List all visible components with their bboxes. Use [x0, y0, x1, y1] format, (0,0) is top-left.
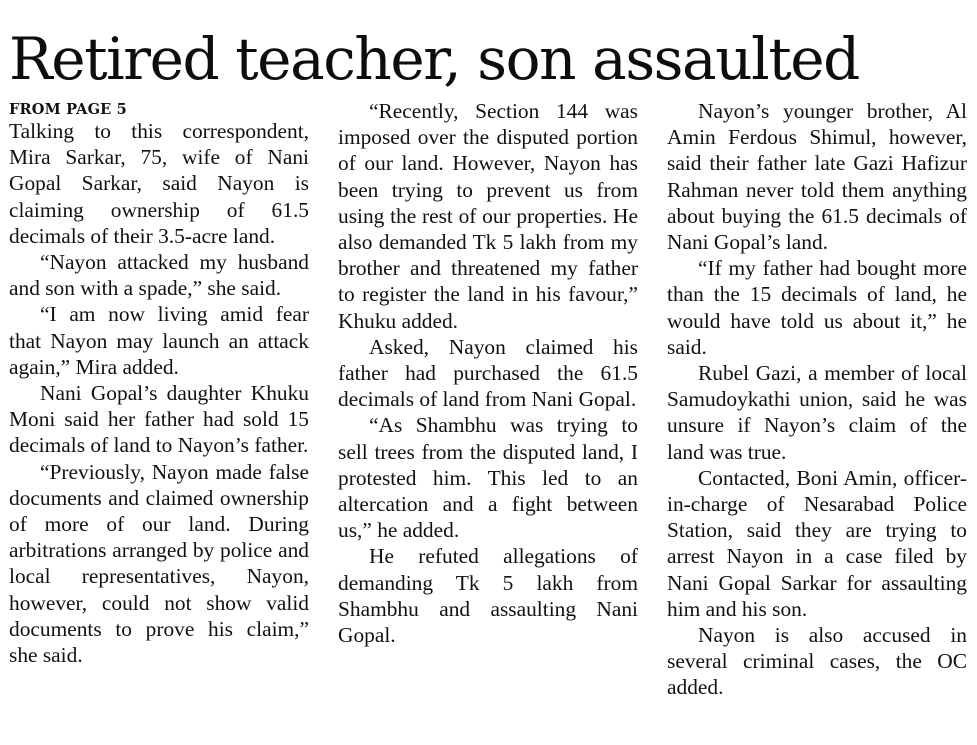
paragraph-3: “I am now living amid fear that Nayon may launch an attack again,” Mira added.: [9, 302, 309, 379]
continuation-kicker: FROM PAGE 5: [9, 101, 127, 118]
paragraph-13: Contacted, Boni Amin, officer-in-charge of Nesarabad Police Station, said they are trying to arrest Nayon in a case filed by Nani Gopal Sarkar for assaulting him and his son.: [667, 465, 967, 621]
paragraph-11: “If my father had bought more than the 15 decimals of land, he would have told us about it,” he said.: [667, 256, 967, 359]
paragraph-8: “As Shambhu was trying to sell trees from the disputed land, I protested him. This led to an altercation and a fight between us,” he added.: [338, 413, 638, 543]
article-column-3: [667, 98, 967, 701]
paragraph-4: Nani Gopal’s daughter Khuku Moni said her father had sold 15 decimals of land to Nayon’s father.: [9, 381, 309, 458]
article-column-2: [338, 98, 638, 648]
headline: Retired teacher, son assaulted: [9, 25, 859, 93]
paragraph-5: “Previously, Nayon made false documents and claimed ownership of more of our land. During arbitrations arranged by police and local representatives, Nayon, however, could not show valid documents to prove his claim,” she said.: [9, 459, 309, 668]
paragraph-9: He refuted allegations of demanding Tk 5 lakh from Shambhu and assaulting Nani Gopal.: [338, 544, 638, 648]
paragraph-7: Asked, Nayon claimed his father had purchased the 61.5 decimals of land from Nani Gopal.: [338, 334, 638, 412]
paragraph-6: “Recently, Section 144 was imposed over the disputed portion of our land. However, Nayon has been trying to prevent us from using the rest of our properties. He also demanded Tk 5 lakh from my brother and threatened my father to register the land in his favour,” Khuku added.: [338, 99, 638, 333]
paragraph-14: Nayon is also accused in several criminal cases, the OC added.: [667, 623, 967, 700]
paragraph-12: Rubel Gazi, a member of local Samudoykathi union, said he was unsure if Nayon’s claim of the land was true.: [667, 361, 967, 464]
paragraph-10: Nayon’s younger brother, Al Amin Ferdous Shimul, however, said their father late Gazi Hafizur Rahman never told them anything about buying the 61.5 decimals of Nani Gopal’s land.: [667, 99, 967, 255]
paragraph-1: Talking to this correspondent, Mira Sarkar, 75, wife of Nani Gopal Sarkar, said Nayon is claiming ownership of 61.5 decimals of their 3.5-acre land.: [9, 119, 309, 248]
article-column-1: [9, 101, 309, 668]
paragraph-2: “Nayon attacked my husband and son with a spade,” she said.: [9, 250, 309, 301]
